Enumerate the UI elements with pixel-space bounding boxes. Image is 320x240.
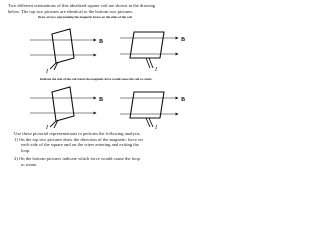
coil-diagram-bottom-right: [120, 92, 185, 131]
coil-diagram-top-left: [30, 29, 103, 75]
square-coil: [52, 29, 74, 63]
instructions: [14, 131, 143, 168]
intro-line-1: Two different orientations of this idealized square coil are shown in the drawing: [8, 3, 156, 8]
instruction-item-1-line-2: each side of the square and on the wires entering and exiting the: [21, 142, 139, 148]
field-label: B: [181, 37, 186, 43]
instruction-item-2-line-1: 2) On the bottom pictures indicate which force would cause the loop: [14, 156, 140, 162]
field-label: B: [99, 97, 104, 103]
coil-diagram-top-right: [120, 32, 185, 73]
coil-diagram-bottom-left: [30, 87, 103, 131]
heading-indicate-rotation: Indicate the side of the coil where the magnetic force would cause the coil to rotate.: [40, 77, 153, 81]
current-label: I: [155, 67, 157, 73]
instruction-item-1-line-3: loop.: [21, 147, 31, 153]
current-label: I: [46, 69, 48, 75]
field-label: B: [181, 97, 186, 103]
intro-line-2: below. The top two pictures are identical to the bottom two pictures.: [8, 8, 134, 14]
current-label: I: [155, 125, 157, 131]
instruction-item-1-line-1: 1) On the top two pictures draw the direction of the magnetic force on: [14, 136, 143, 142]
field-label: B: [99, 39, 104, 45]
instruction-item-2-line-2: to rotate.: [21, 161, 38, 167]
instructions-intro: Use these pictorial representations to perform the following analysis.: [14, 131, 141, 136]
heading-draw-forces: Draw arrows representing the magnetic forces on the sides of the coil.: [38, 15, 133, 19]
square-coil: [52, 87, 74, 121]
current-label: I: [46, 125, 48, 131]
